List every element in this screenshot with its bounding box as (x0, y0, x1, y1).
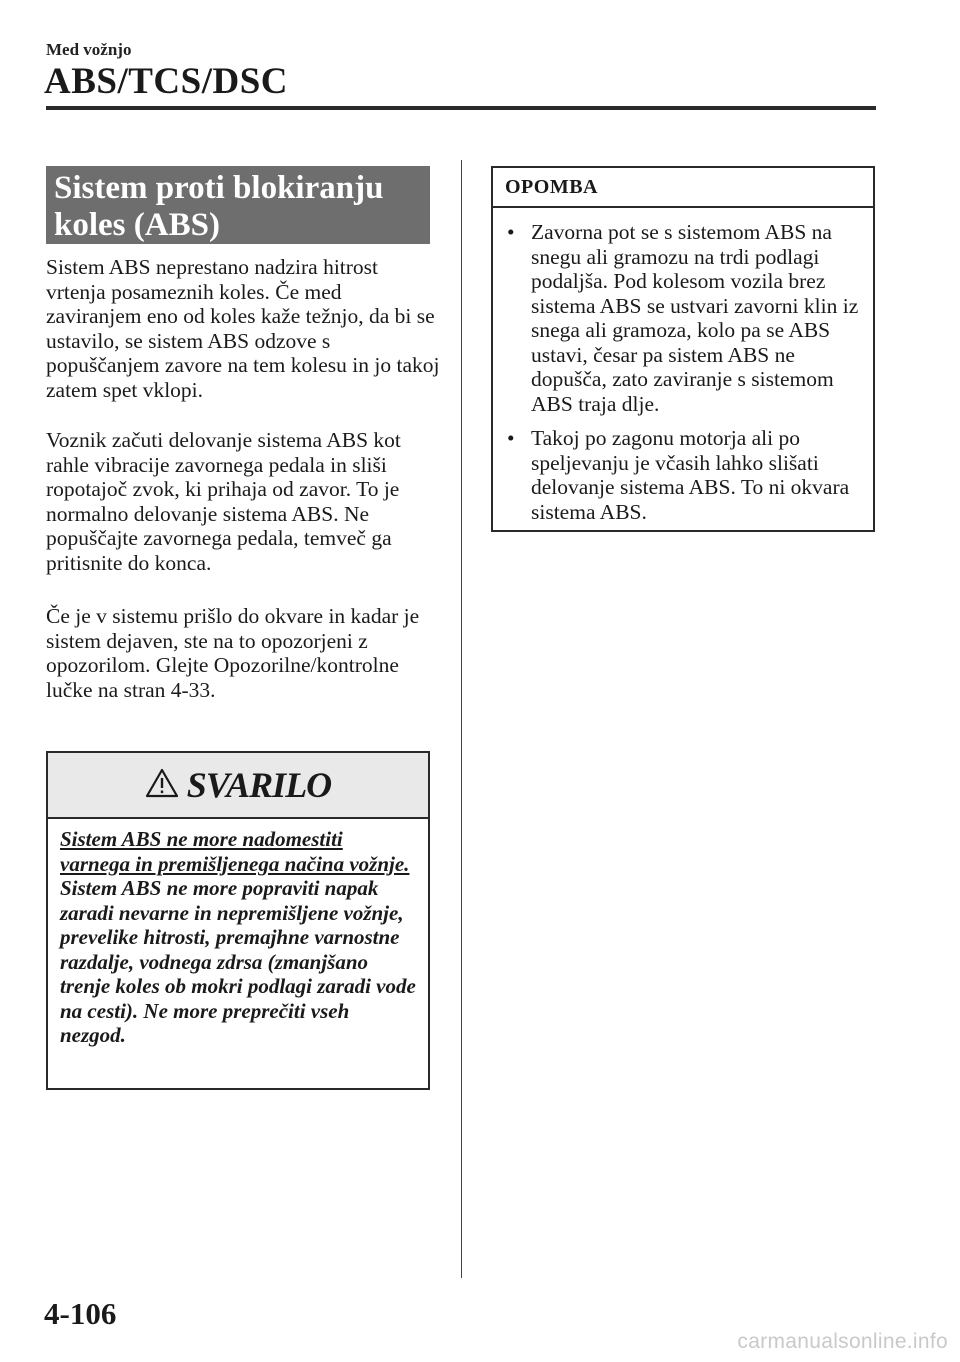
note-box (491, 166, 875, 532)
paragraph-abs-warning-light: Če je v sistemu prišlo do okvare in kadar je sistem dejaven, ste na to opozorjeni z opozorilom. Glejte Opozorilne/kontrolne lučke na stran 4-33. (46, 604, 420, 702)
page-title: ABS/TCS/DSC (44, 61, 289, 102)
warning-text: Sistem ABS ne more popraviti napak zaradi nevarne in nepremišljene vožnje, prevelike hitrosti, premajhne varnostne razdalje, vodnega zdrsa (zmanjšano trenje koles ob mokri podlagi zaradi vode na cesti). Ne more preprečiti vseh nezgod. (60, 876, 416, 1047)
section-heading: Sistem proti blokiranju koles (ABS) (46, 166, 430, 244)
warning-box (46, 751, 430, 1090)
list-item (505, 426, 859, 524)
watermark: carmanualsonline.info (737, 1330, 948, 1353)
bullet-icon: • (507, 220, 515, 244)
page-number: 4-106 (44, 1296, 117, 1331)
list-item (505, 220, 859, 416)
warning-header (48, 753, 428, 819)
warning-body (48, 819, 428, 1048)
column-divider (461, 160, 462, 1278)
note-item-text: Zavorna pot se s sistemom ABS na snegu ali gramozu na trdi podlagi podaljša. Pod kolesom vozila brez sistema ABS se ustvari zavorni klin iz snega ali gramoza, kolo pa se ABS ustavi, česar pa sistem ABS ne dopušča, zato zaviranje s sistemom ABS traja dlje. (531, 220, 859, 416)
paragraph-abs-feel: Voznik začuti delovanje sistema ABS kot rahle vibracije zavornega pedala in sliši ropotajoč zvok, ki prihaja od zavor. To je normalno delovanje sistema ABS. Ne popuščajte zavornega pedala, temveč ga pritisnite do konca. (46, 428, 401, 575)
note-title: OPOMBA (493, 168, 873, 208)
header-rule (46, 106, 876, 110)
warning-triangle-icon (145, 768, 179, 798)
paragraph-abs-function: Sistem ABS neprestano nadzira hitrost vrtenja posameznih koles. Če med zaviranjem eno od koles kaže težnjo, da bi se ustavilo, se sistem ABS odzove s popuščanjem zavore na tem kolesu in jo takoj zatem spet vklopi. (46, 255, 440, 402)
warning-title: SVARILO (186, 765, 332, 805)
note-item-text: Takoj po zagonu motorja ali po speljevanju je včasih lahko slišati delovanje sistema ABS. To ni okvara sistema ABS. (531, 426, 850, 524)
section-label: Med vožnjo (46, 40, 132, 59)
note-list (493, 208, 873, 524)
bullet-icon: • (507, 426, 515, 450)
warning-lead: Sistem ABS ne more nadomestiti varnega in premišljenega načina vožnje. (60, 827, 410, 876)
